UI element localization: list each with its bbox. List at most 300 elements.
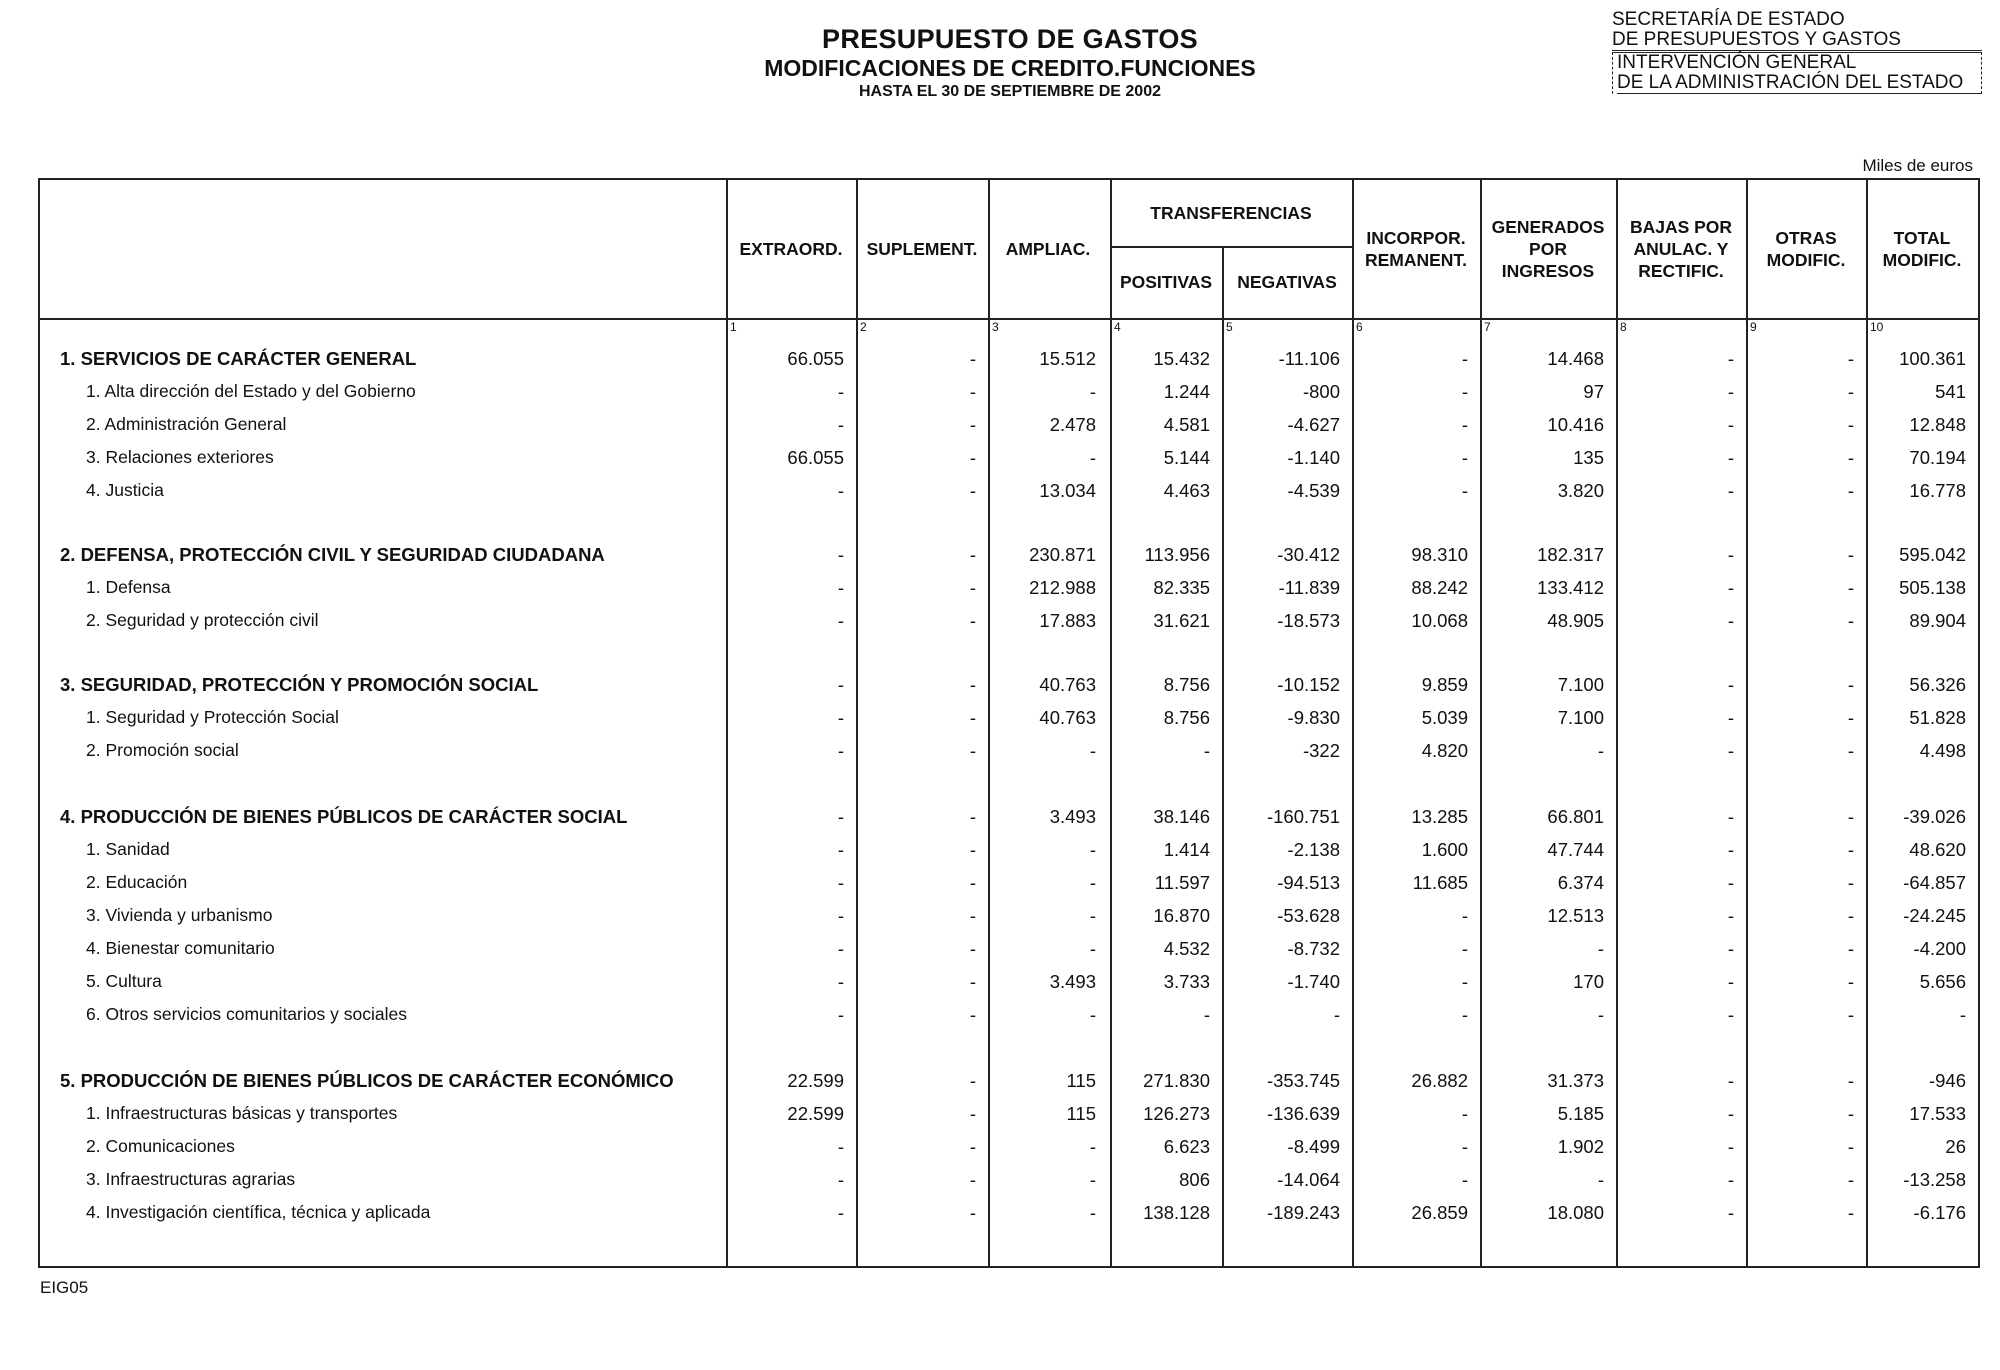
table-cell: -11.106 (1278, 348, 1340, 369)
table-cell: 541 (1935, 381, 1966, 402)
table-cell: - (1959, 1004, 1966, 1025)
table-cell: - (1461, 971, 1468, 992)
table-cell: - (969, 839, 976, 860)
table-cell: 3.493 (1049, 971, 1096, 992)
table-row (40, 1132, 1978, 1162)
report-subtitle: MODIFICACIONES DE CREDITO.FUNCIONES (764, 55, 1256, 81)
col-otras-line1: OTRAS (1775, 228, 1837, 248)
table-cell: - (1847, 872, 1854, 893)
table-cell: -14.064 (1277, 1169, 1340, 1190)
table-row (40, 443, 1978, 473)
table-cell: - (837, 1136, 844, 1157)
table-cell: 1.414 (1163, 839, 1210, 860)
col-negativas-header: NEGATIVAS (1237, 272, 1337, 292)
table-cell: - (1727, 674, 1734, 695)
table-cell: - (969, 1136, 976, 1157)
table-cell: 595.042 (1899, 544, 1966, 565)
table-cell: 12.848 (1909, 414, 1966, 435)
table-cell: - (1847, 905, 1854, 926)
table-cell: 1.244 (1163, 381, 1210, 402)
table-cell: - (1203, 1004, 1210, 1025)
table-cell: -4.539 (1287, 480, 1340, 501)
table-cell: 26.882 (1411, 1070, 1468, 1091)
table-cell: - (1727, 971, 1734, 992)
table-cell: 13.034 (1039, 480, 1096, 501)
table-cell: -30.412 (1277, 544, 1340, 565)
table-cell: -1.740 (1287, 971, 1340, 992)
table-cell: - (1089, 1004, 1096, 1025)
col-bajas-line1: BAJAS POR (1629, 217, 1733, 237)
table-cell: 115 (1066, 1070, 1096, 1091)
table-cell: - (1727, 381, 1734, 402)
table-cell: - (1089, 1169, 1096, 1190)
table-cell: 17.533 (1909, 1103, 1966, 1124)
row-label: 1. Sanidad (86, 839, 170, 859)
org-secretaria-line1: SECRETARÍA DE ESTADO (1612, 9, 1845, 30)
table-cell: -24.245 (1903, 905, 1966, 926)
col-incorpor-line1: INCORPOR. (1366, 228, 1466, 248)
table-cell: - (1847, 544, 1854, 565)
table-cell: 70.194 (1909, 447, 1966, 468)
row-label: 5. Cultura (86, 971, 162, 991)
column-number: 3 (992, 320, 999, 334)
row-label: 4. Bienestar comunitario (86, 938, 275, 958)
table-cell: - (969, 938, 976, 959)
table-cell: - (1203, 740, 1210, 761)
table-section-row (40, 344, 1978, 374)
col-suplement-header: SUPLEMENT. (866, 239, 978, 259)
table-cell: - (1727, 544, 1734, 565)
table-cell: -4.627 (1287, 414, 1340, 435)
table-cell: - (1727, 905, 1734, 926)
table-cell: 4.498 (1919, 740, 1966, 761)
row-label: 1. Defensa (86, 577, 171, 597)
table-cell: 115 (1066, 1103, 1096, 1124)
table-cell: - (1089, 1202, 1096, 1223)
table-cell: 22.599 (787, 1070, 844, 1091)
table-cell: - (969, 610, 976, 631)
table-cell: 15.432 (1153, 348, 1210, 369)
table-cell: - (969, 1004, 976, 1025)
row-label: 2. DEFENSA, PROTECCIÓN CIVIL Y SEGURIDAD CIUDADANA (60, 544, 605, 565)
table-cell: 88.242 (1411, 577, 1468, 598)
col-extraord-header: EXTRAORD. (739, 239, 843, 259)
table-cell: 182.317 (1537, 544, 1604, 565)
table-cell: 15.512 (1039, 348, 1096, 369)
table-cell: - (837, 740, 844, 761)
table-cell: 9.859 (1421, 674, 1468, 695)
table-cell: 230.871 (1029, 544, 1096, 565)
table-cell: -39.026 (1903, 806, 1966, 827)
row-label: 1. Alta dirección del Estado y del Gobierno (86, 381, 416, 401)
table-cell: - (1727, 577, 1734, 598)
org-intervencion-line2: DE LA ADMINISTRACIÓN DEL ESTADO (1617, 73, 1981, 94)
table-row (40, 901, 1978, 931)
table-cell: - (969, 1169, 976, 1190)
col-total-line1: TOTAL (1893, 228, 1951, 248)
table-cell: - (969, 544, 976, 565)
table-cell: - (1461, 938, 1468, 959)
table-cell: 16.870 (1153, 905, 1210, 926)
table-cell: 7.100 (1557, 707, 1604, 728)
table-cell: - (969, 447, 976, 468)
table-row (40, 835, 1978, 865)
table-cell: - (1461, 1136, 1468, 1157)
table-cell: -946 (1928, 1070, 1966, 1091)
table-cell: 97 (1583, 381, 1604, 402)
table-row (40, 736, 1978, 766)
table-cell: - (1727, 1169, 1734, 1190)
row-label: 1. Seguridad y Protección Social (86, 707, 339, 727)
table-cell: 82.335 (1153, 577, 1210, 598)
table-cell: - (1461, 414, 1468, 435)
table-cell: - (969, 1103, 976, 1124)
row-label: 6. Otros servicios comunitarios y sociales (86, 1004, 407, 1024)
row-label: 2. Educación (86, 872, 188, 892)
table-cell: 1.600 (1421, 839, 1468, 860)
table-cell: - (837, 480, 844, 501)
row-label: 4. PRODUCCIÓN DE BIENES PÚBLICOS DE CARÁCTER SOCIAL (60, 806, 628, 827)
table-cell: 505.138 (1899, 577, 1966, 598)
table-cell: -10.152 (1277, 674, 1340, 695)
table-cell: 8.756 (1163, 674, 1210, 695)
table-cell: -1.140 (1287, 447, 1340, 468)
table-cell: - (1727, 1136, 1734, 1157)
col-otras-header (1746, 180, 1866, 318)
table-cell: 26 (1945, 1136, 1966, 1157)
table-cell: - (969, 707, 976, 728)
table-cell: - (1847, 1070, 1854, 1091)
table-cell: - (837, 414, 844, 435)
table-cell: 12.513 (1547, 905, 1604, 926)
table-cell: 51.828 (1909, 707, 1966, 728)
table-cell: 31.373 (1547, 1070, 1604, 1091)
table-cell: - (1847, 447, 1854, 468)
org-intervencion-line1: INTERVENCIÓN GENERAL (1617, 52, 1857, 73)
table-section-row (40, 670, 1978, 700)
table-cell: - (1461, 381, 1468, 402)
table-cell: - (1727, 707, 1734, 728)
table-cell: -8.499 (1287, 1136, 1340, 1157)
table-cell: 47.744 (1547, 839, 1604, 860)
table-row (40, 1198, 1978, 1228)
report-code: EIG05 (40, 1278, 89, 1297)
row-label: 1. Infraestructuras básicas y transportes (86, 1103, 398, 1123)
table-cell: - (1727, 414, 1734, 435)
table-cell: - (1847, 1103, 1854, 1124)
table-cell: 3.820 (1557, 480, 1604, 501)
table-cell: - (1089, 740, 1096, 761)
table-cell: 66.055 (787, 348, 844, 369)
table-cell: - (969, 414, 976, 435)
units-label: Miles de euros (1862, 156, 1973, 175)
table-cell: - (1597, 740, 1604, 761)
column-number: 1 (730, 320, 737, 334)
table-cell: - (1847, 806, 1854, 827)
table-cell: - (837, 610, 844, 631)
table-cell: 98.310 (1411, 544, 1468, 565)
table-cell: - (1847, 1004, 1854, 1025)
col-otras-line2: MODIFIC. (1766, 250, 1846, 270)
table-cell: - (1727, 806, 1734, 827)
table-cell: 40.763 (1039, 707, 1096, 728)
table-cell: - (1461, 1169, 1468, 1190)
table-cell: - (1089, 872, 1096, 893)
table-cell: 56.326 (1909, 674, 1966, 695)
table-cell: - (1727, 839, 1734, 860)
table-cell: 66.055 (787, 447, 844, 468)
column-number: 5 (1226, 320, 1233, 334)
table-cell: 8.756 (1163, 707, 1210, 728)
table-cell: - (1461, 1103, 1468, 1124)
row-label: 2. Comunicaciones (86, 1136, 235, 1156)
table-cell: 4.463 (1163, 480, 1210, 501)
table-cell: -189.243 (1266, 1202, 1340, 1223)
table-cell: - (969, 348, 976, 369)
table-cell: - (1847, 740, 1854, 761)
table-cell: - (1461, 348, 1468, 369)
table-cell: 66.801 (1547, 806, 1604, 827)
table-cell: 4.581 (1163, 414, 1210, 435)
row-label: 5. PRODUCCIÓN DE BIENES PÚBLICOS DE CARÁCTER ECONÓMICO (60, 1070, 674, 1091)
table-cell: - (969, 971, 976, 992)
table-cell: 31.621 (1153, 610, 1210, 631)
table-row (40, 703, 1978, 733)
col-ampliac-header: AMPLIAC. (1005, 239, 1091, 259)
col-total-header (1866, 180, 1978, 318)
col-generados-line1: GENERADOS (1491, 217, 1605, 237)
table-cell: - (1089, 839, 1096, 860)
table-cell: 3.733 (1163, 971, 1210, 992)
table-cell: - (1727, 1004, 1734, 1025)
col-bajas-header (1616, 180, 1746, 318)
table-cell: - (837, 938, 844, 959)
table-cell: 2.478 (1049, 414, 1096, 435)
column-number: 9 (1750, 320, 1757, 334)
table-cell: - (1847, 348, 1854, 369)
table-cell: 113.956 (1144, 544, 1210, 565)
table-cell: - (1847, 610, 1854, 631)
table-cell: -11.839 (1278, 577, 1340, 598)
table-cell: 11.685 (1412, 872, 1468, 893)
table-cell: - (1597, 1169, 1604, 1190)
budget-table (38, 178, 1980, 1268)
table-cell: 48.905 (1547, 610, 1604, 631)
column-number: 4 (1114, 320, 1121, 334)
table-cell: - (1727, 740, 1734, 761)
table-cell: 26.859 (1411, 1202, 1468, 1223)
table-cell: -800 (1302, 381, 1340, 402)
table-cell: 22.599 (787, 1103, 844, 1124)
table-cell: - (969, 740, 976, 761)
table-cell: - (837, 381, 844, 402)
org-intervencion-box (1612, 52, 1982, 94)
table-cell: - (837, 707, 844, 728)
col-bajas-line2: ANULAC. Y (1633, 239, 1729, 259)
table-cell: - (1089, 381, 1096, 402)
report-date: HASTA EL 30 DE SEPTIEMBRE DE 2002 (858, 83, 1161, 100)
table-cell: -160.751 (1266, 806, 1340, 827)
table-cell: 38.146 (1153, 806, 1210, 827)
table-cell: - (969, 1202, 976, 1223)
table-cell: - (1847, 480, 1854, 501)
table-cell: 14.468 (1547, 348, 1604, 369)
table-cell: - (1847, 674, 1854, 695)
table-cell: 133.412 (1537, 577, 1604, 598)
org-secretaria-line2: DE PRESUPUESTOS Y GASTOS (1612, 30, 1982, 51)
table-cell: - (837, 1169, 844, 1190)
table-section-row (40, 802, 1978, 832)
table-cell: 11.597 (1154, 872, 1210, 893)
table-cell: - (1727, 1202, 1734, 1223)
table-cell: - (1089, 447, 1096, 468)
row-label: 1. SERVICIOS DE CARÁCTER GENERAL (60, 348, 417, 369)
table-row (40, 377, 1978, 407)
table-cell: 40.763 (1039, 674, 1096, 695)
table-cell: -4.200 (1913, 938, 1966, 959)
table-cell: 5.039 (1421, 707, 1468, 728)
table-cell: -9.830 (1287, 707, 1340, 728)
table-cell: 806 (1179, 1169, 1210, 1190)
table-cell: - (837, 806, 844, 827)
row-label: 4. Investigación científica, técnica y aplicada (86, 1202, 431, 1222)
table-cell: 5.144 (1163, 447, 1210, 468)
column-number: 10 (1870, 320, 1884, 334)
table-cell: - (1461, 1004, 1468, 1025)
table-cell: - (1089, 938, 1096, 959)
table-cell: 271.830 (1143, 1070, 1210, 1091)
table-cell: - (1727, 610, 1734, 631)
row-label: 2. Seguridad y protección civil (86, 610, 319, 630)
table-row (40, 410, 1978, 440)
table-cell: 10.416 (1547, 414, 1604, 435)
table-section-row (40, 1066, 1978, 1096)
table-cell: - (1727, 938, 1734, 959)
table-cell: - (837, 1004, 844, 1025)
table-cell: 4.820 (1421, 740, 1468, 761)
table-cell: - (1089, 1136, 1096, 1157)
table-cell: -136.639 (1266, 1103, 1340, 1124)
row-label: 3. Infraestructuras agrarias (86, 1169, 296, 1189)
table-cell: - (837, 905, 844, 926)
table-cell: - (1089, 905, 1096, 926)
table-cell: - (837, 872, 844, 893)
table-cell: - (1597, 938, 1604, 959)
table-cell: - (1727, 1103, 1734, 1124)
column-number: 2 (860, 320, 867, 334)
table-row (40, 868, 1978, 898)
table-cell: 5.185 (1557, 1103, 1604, 1124)
table-cell: - (1847, 381, 1854, 402)
table-cell: - (1727, 447, 1734, 468)
table-cell: - (1727, 1070, 1734, 1091)
table-cell: - (969, 381, 976, 402)
table-cell: - (969, 577, 976, 598)
table-cell: - (837, 577, 844, 598)
table-cell: -8.732 (1287, 938, 1340, 959)
table-cell: 170 (1573, 971, 1604, 992)
table-cell: - (969, 872, 976, 893)
table-cell: -13.258 (1903, 1169, 1966, 1190)
table-cell: -94.513 (1277, 872, 1340, 893)
table-cell: -2.138 (1287, 839, 1340, 860)
table-cell: -6.176 (1913, 1202, 1966, 1223)
table-cell: 135 (1573, 447, 1604, 468)
col-incorpor-line2: REMANENT. (1364, 250, 1468, 270)
report-title: PRESUPUESTO DE GASTOS (822, 24, 1198, 54)
table-cell: - (837, 1202, 844, 1223)
table-cell: 100.361 (1899, 348, 1966, 369)
col-transferencias-header: TRANSFERENCIAS (1150, 203, 1312, 223)
table-cell: 1.902 (1557, 1136, 1604, 1157)
table-cell: - (1847, 1169, 1854, 1190)
table-cell: - (837, 971, 844, 992)
table-row (40, 934, 1978, 964)
table-cell: 6.374 (1557, 872, 1604, 893)
table-cell: -53.628 (1277, 905, 1340, 926)
col-total-line2: MODIFIC. (1882, 250, 1962, 270)
table-cell: -353.745 (1266, 1070, 1340, 1091)
table-cell: - (969, 674, 976, 695)
table-cell: - (969, 806, 976, 827)
table-row (40, 573, 1978, 603)
table-cell: -18.573 (1277, 610, 1340, 631)
col-generados-line3: INGRESOS (1501, 261, 1595, 281)
table-cell: 6.623 (1163, 1136, 1210, 1157)
table-row (40, 1165, 1978, 1195)
table-cell: - (1597, 1004, 1604, 1025)
table-cell: - (1727, 872, 1734, 893)
table-row (40, 1000, 1978, 1030)
table-cell: 18.080 (1547, 1202, 1604, 1223)
table-cell: - (1847, 839, 1854, 860)
table-cell: - (1847, 1202, 1854, 1223)
table-cell: 16.778 (1909, 480, 1966, 501)
table-cell: 126.273 (1143, 1103, 1210, 1124)
table-cell: - (969, 1070, 976, 1091)
table-cell: - (1847, 938, 1854, 959)
table-row (40, 606, 1978, 636)
table-cell: 17.883 (1039, 610, 1096, 631)
table-cell: - (1461, 447, 1468, 468)
table-cell: - (1461, 480, 1468, 501)
table-row (40, 476, 1978, 506)
table-cell: 4.532 (1163, 938, 1210, 959)
table-section-row (40, 540, 1978, 570)
table-cell: - (1727, 480, 1734, 501)
table-cell: 138.128 (1143, 1202, 1210, 1223)
table-cell: - (1847, 414, 1854, 435)
row-label: 4. Justicia (86, 480, 164, 500)
table-cell: - (837, 674, 844, 695)
col-bajas-line3: RECTIFIC. (1638, 261, 1724, 281)
col-positivas-header: POSITIVAS (1119, 272, 1213, 292)
table-cell: - (969, 480, 976, 501)
header-separator (40, 318, 1978, 320)
table-cell: 89.904 (1909, 610, 1966, 631)
table-cell: 212.988 (1029, 577, 1096, 598)
table-cell: -322 (1302, 740, 1340, 761)
row-label: 3. SEGURIDAD, PROTECCIÓN Y PROMOCIÓN SOCIAL (60, 674, 539, 695)
table-cell: 7.100 (1557, 674, 1604, 695)
row-label: 3. Vivienda y urbanismo (86, 905, 273, 925)
table-cell: - (837, 544, 844, 565)
row-label: 3. Relaciones exteriores (86, 447, 274, 467)
column-number: 7 (1484, 320, 1491, 334)
issuing-organization (1612, 10, 1982, 94)
row-label: 2. Administración General (86, 414, 287, 434)
table-cell: 13.285 (1411, 806, 1468, 827)
